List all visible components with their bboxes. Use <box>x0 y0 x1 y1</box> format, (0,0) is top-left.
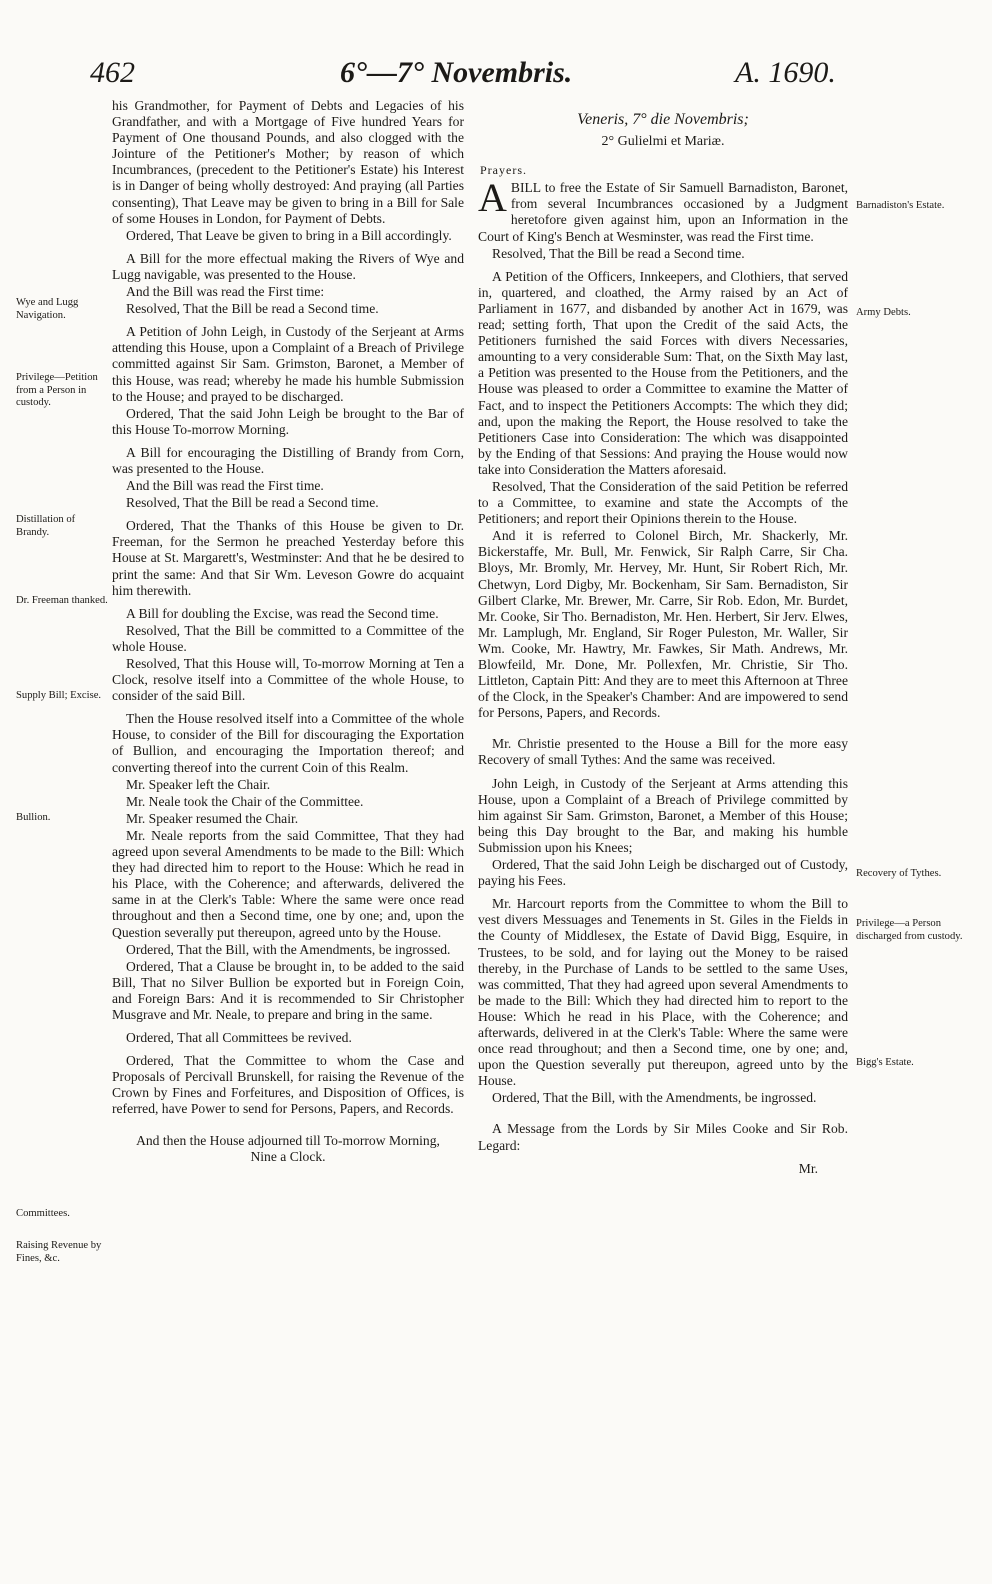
running-head-year: A. 1690. <box>735 56 836 89</box>
margin-note-barnadiston: Barnadiston's Estate. <box>856 200 945 211</box>
margin-note-freeman: Dr. Freeman thanked. <box>16 595 108 606</box>
margin-note-bullion: Bullion. <box>16 812 51 823</box>
paragraph: And the Bill was read the First time: <box>126 284 325 300</box>
paragraph: Resolved, That this House will, To-morrow Morning at Ten a Clock, resolve itself into a Committee of the whole House, to consider of the said Bill. <box>112 656 464 704</box>
paragraph: Ordered, That the said John Leigh be discharged out of Custody, paying his Fees. <box>478 857 848 889</box>
paragraph: Ordered, That the said John Leigh be brought to the Bar of this House To-morrow Morning. <box>112 405 464 437</box>
margin-note-privilege-discharged: Privilege—a Person discharged from custody. <box>856 918 963 942</box>
paragraph: And the Bill was read the First time. <box>126 478 324 494</box>
prayers-heading: Prayers. <box>480 163 527 178</box>
paragraph: Ordered, That the Committee to whom the Case and Proposals of Percivall Brunskell, for raising the Revenue of the Crown by Fines and Forfeitures, and Disposition of Offices, is referred, have Power to send for Persons, Papers, and Records. <box>112 1053 464 1117</box>
paragraph: Ordered, That Leave be given to bring in a Bill accordingly. <box>126 227 452 243</box>
paragraph: Mr. Neale took the Chair of the Committee. <box>126 793 364 809</box>
regnal-year: 2° Gulielmi et Mariæ. <box>601 134 725 150</box>
paragraph: John Leigh, in Custody of the Serjeant at Arms attending this House, upon a Complaint of a Breach of Privilege committed by him against Sir Sam. Grimston, Baronet, a Member of this House; being this Day brought to the Bar, and making his humble Submission upon his Knees; <box>478 775 848 855</box>
margin-note-army-debts: Army Debts. <box>856 307 911 318</box>
paragraph: Resolved, That the Bill be read a Second time. <box>492 245 745 261</box>
paragraph: A Bill for encouraging the Distilling of Brandy from Corn, was presented to the House. <box>112 444 464 476</box>
margin-note-wye: Wye and Lugg Navigation. <box>16 297 79 321</box>
margin-note-distillation: Distillation of Brandy. <box>16 514 76 538</box>
paragraph: And it is referred to Colonel Birch, Mr. Shackerly, Mr. Bickerstaffe, Mr. Bull, Mr. Fenwick, Sir Ralph Carre, Sir Cha. Bloys, Mr. Bromly, Mr. Hervey, Mr. Hunt, Sir Robert Rich, Mr. Chetwyn, Lord Digby, Mr. Bockenham, Sir Sam. Bernadiston, Sir Gilbert Clarke, Mr. Brewer, Mr. Carre, Sir Rob. Edon, Mr. Burdet, Mr. Cooke, Sir Tho. Bernadiston, Mr. Hen. Herbert, Sir Jerv. Elwes, Mr. Lamplugh, Mr. England, Sir Roger Puleston, Mr. Waller, Sir Wm. Cooke, Mr. Hawtry, Mr. Fawkes, Sir Math. Andrews, Mr. Blowfeild, Mr. Done, Mr. Pollexfen, Mr. Christie, Sir Tho. Littleton, Captain Pitt: And they are to meet this Afternoon at Three of the Clock, in the Speaker's Chamber: And are impowered to send for Persons, Papers, and Records. <box>478 528 849 721</box>
paragraph: Ordered, That a Clause be brought in, to be added to the said Bill, That no Silver Bullion be exported but in Foreign Coin, and Foreign Bars: And it is recommended to Sir Christopher Musgrave and Mr. Neale, to prepare and bring in the same. <box>112 958 464 1022</box>
drop-cap: A <box>478 175 507 221</box>
paragraph: Resolved, That the Bill be read a Second time. <box>126 495 379 511</box>
paragraph: his Grandmother, for Payment of Debts and Legacies of his Grandfather, and with a Mortgage of Five hundred Years for Payment of One thousand Pounds, and also clogged with the Jointure of the Petitioner's Mother; by reason of which Incumbrances, (precedent to the Petitioner's Estate) his Interest is in Danger of being wholly destroyed: And praying (all Parties consenting), That Leave may be given to bring in a Bill for Sale of some Houses in London, for Payment of Debts. <box>112 98 464 226</box>
paragraph: Ordered, That the Bill, with the Amendments, be ingrossed. <box>492 1090 817 1106</box>
right-column <box>478 98 848 1177</box>
adjournment: And then the House adjourned till To-morrow Morning, Nine a Clock. <box>136 1132 440 1164</box>
margin-note-bigg: Bigg's Estate. <box>856 1057 914 1068</box>
margin-note-raising-revenue: Raising Revenue by Fines, &c. <box>16 1240 102 1264</box>
margin-note-supply: Supply Bill; Excise. <box>16 690 102 701</box>
paragraph: ABILL to free the Estate of Sir Samuell Barnadiston, Baronet, from several Incumbrances occasioned by a Judgment heretofore given against him, upon an Information in the Court of King's Bench at Wesminster, was read the First time. <box>478 175 848 244</box>
running-head-dates: 6°—7° Novembris. <box>340 56 573 89</box>
paragraph: A Message from the Lords by Sir Miles Cooke and Sir Rob. Legard: <box>478 1121 848 1153</box>
left-column <box>112 98 464 1172</box>
paragraph: Mr. Speaker resumed the Chair. <box>126 810 299 826</box>
paragraph: A Petition of the Officers, Innkeepers, and Clothiers, that served in, quartered, and cloathed, the Army raised by an Act of Parliament in 1677, and disbanded by another Act in 1679, was read; setting forth, That upon the Credit of the said Acts, the Petitioners furnished the said Forces with divers Necessaries, amounting to a very considerable Sum: That, on the Sixth May last, a Petition was presented to the House from the Petitioners, and the House was pleased to order a Committee to examine the Matter of Fact, and to inspect the Petitioners Accompts: The which they did; and, upon the making the Report, the House resolved to take the Petitioners Case into Consideration: The which was disappointed by the Ending of that Sessions: And praying the House would now take into Consideration the Matters aforesaid. <box>478 268 848 477</box>
paragraph: Then the House resolved itself into a Committee of the whole House, to consider of the Bill for discouraging the Exportation of Bullion, and encouraging the Importation thereof; and converting thereof into the current Coin of this Realm. <box>112 711 464 775</box>
paragraph: A Bill for doubling the Excise, was read the Second time. <box>126 605 439 621</box>
paragraph: Mr. Christie presented to the House a Bill for the more easy Recovery of small Tythes: And the same was received. <box>478 736 848 768</box>
paragraph: Ordered, That all Committees be revived. <box>126 1030 352 1046</box>
margin-note-tythes: Recovery of Tythes. <box>856 868 942 879</box>
paragraph: A Bill for the more effectual making the Rivers of Wye and Lugg navigable, was presented to the House. <box>112 250 464 282</box>
paragraph: Resolved, That the Bill be read a Second time. <box>126 301 379 317</box>
margin-note-committees: Committees. <box>16 1208 70 1219</box>
catchword: Mr. <box>798 1160 818 1176</box>
paragraph: Resolved, That the Consideration of the said Petition be referred to a Committee, to examine and state the Accompts of the Petitioners; and report their Opinions therein to the House. <box>478 478 848 527</box>
paragraph: Ordered, That the Thanks of this House be given to Dr. Freeman, for the Sermon he preached Yesterday before this House at St. Margarett's, Westminster: And that he be desired to print the same: And that Sir Wm. Leveson Gowre do acquaint him therewith. <box>112 518 464 598</box>
page-header <box>0 56 992 102</box>
paragraph: Mr. Harcourt reports from the Committee to whom the Bill to vest divers Messuages and Tenements in St. Giles in the Fields in the County of Middlesex, the Estate of David Bigg, Esquire, in Trustees, to be sold, and for laying out the Money to be raised thereby, in the Purchase of Lands to be settled to the same Uses, was committed, That they had agreed upon several Amendments to be made to the Bill: Which they had directed him to report to the House: Which he read in his Place, with the Coherence; and afterwards, delivered in at the Clerk's Table: Where the same were once read throughout; and then a Second time, one by one; and, upon the Question severally put thereupon, agreed unto by the House. <box>478 896 848 1089</box>
paragraph: Resolved, That the Bill be committed to a Committee of the whole House. <box>112 622 464 654</box>
day-heading: Veneris, 7° die Novembris; <box>577 111 749 128</box>
paragraph: Ordered, That the Bill, with the Amendments, be ingrossed. <box>126 941 451 957</box>
page-number: 462 <box>90 56 135 89</box>
paragraph: Mr. Speaker left the Chair. <box>126 776 271 792</box>
paragraph: A Petition of John Leigh, in Custody of the Serjeant at Arms attending this House, upon a Complaint of a Breach of Privilege committed against Sir Sam. Grimston, Baronet, a Member of this House, was read; whereby he made his humble Submission to the House; and prayed to be discharged. <box>112 324 464 404</box>
margin-note-privilege-petition: Privilege—Petition from a Person in custody. <box>16 372 98 408</box>
paragraph: Mr. Neale reports from the said Committee, That they had agreed upon several Amendments to be made to the Bill: Which they had directed him to report to the House: Which he read in his Place, with the Coherence; and afterwards, delivered the same in at the Clerk's Table: Where the same were once read throughout and then a Second time, one by one; and, upon the Question severally put thereupon, agreed unto by the House. <box>112 827 464 940</box>
